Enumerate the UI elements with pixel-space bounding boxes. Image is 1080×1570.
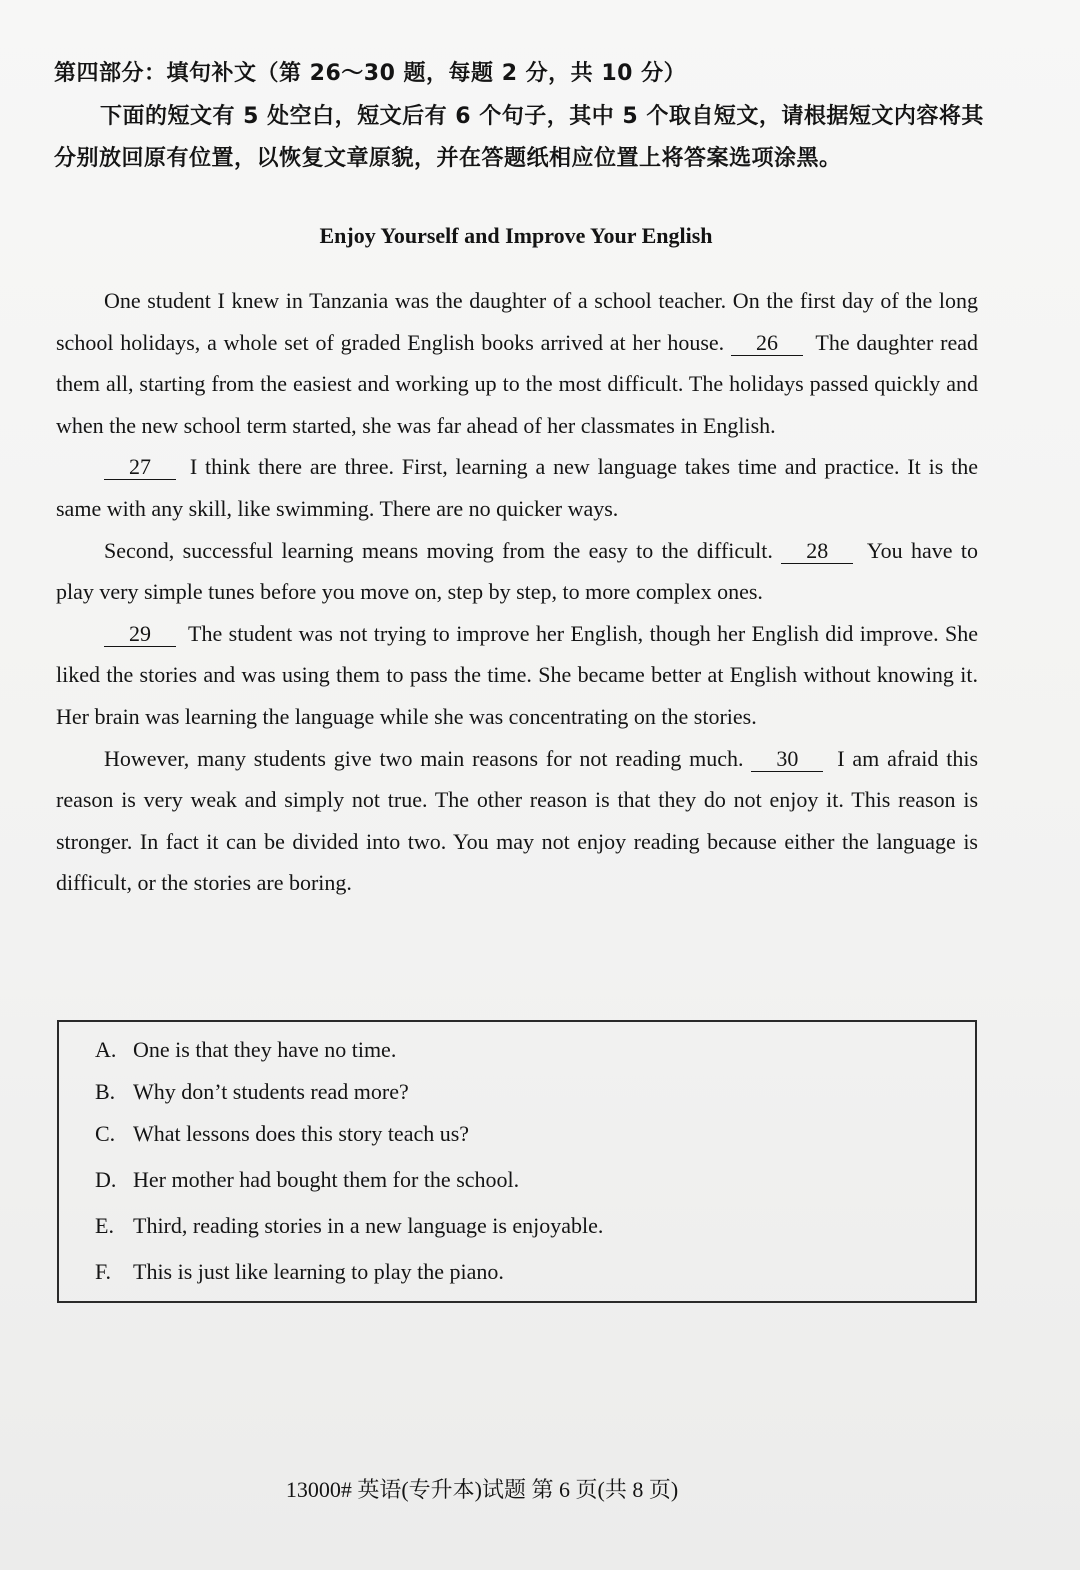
option-letter: C. [95,1121,116,1146]
option-text: Third, reading stories in a new language is enjoyable. [133,1213,604,1238]
blank-27: 27 [104,455,176,480]
paragraph-3-text-b: You have to play very simple tunes before you move on, step by step, to more complex ones. [56,537,979,605]
blank-30: 30 [751,747,823,772]
option-c [95,1121,469,1147]
option-e [95,1213,603,1239]
paragraph-1-text-a: One student I knew in Tanzania was the daughter of a school teacher. On the first day of the long school holidays, a whole set of graded English books arrived at her house. [56,288,978,355]
paragraph-5-text-b: I am afraid this reason is very weak and simply not true. The other reason is that they do not enjoy it. This reason is stronger. In fact it can be divided into two. You may not enjoy reading because either the language is difficult, or the stories are boring. [56,745,979,896]
option-text: Her mother had bought them for the school. [133,1167,520,1192]
paragraph-3-text-a: Second, successful learning means moving from the easy to the difficult. [104,537,773,563]
blank-28: 28 [781,539,853,564]
paragraph-4-text: The student was not trying to improve her English, though her English did improve. She liked the stories and was using them to pass the time. She became better at English without knowing it. Her brain was learning the language while she was concentrating on the stories. [56,620,978,729]
option-letter: D. [95,1167,117,1192]
option-text: This is just like learning to play the piano. [133,1259,504,1284]
option-letter: E. [95,1213,114,1238]
page-footer: 13000# 英语(专升本)试题 第 6 页(共 8 页) [285,1477,679,1502]
option-text: Why don’t students read more? [133,1079,409,1104]
paragraph-5 [56,738,978,904]
paragraph-4 [56,613,978,738]
option-letter: A. [95,1037,117,1062]
paragraph-5-text-a: However, many students give two main reasons for not reading much. [104,745,744,771]
section-heading: 第四部分：填句补文（第 26～30 题，每题 2 分，共 10 分） [54,61,687,86]
blank-26: 26 [731,331,803,356]
passage-title: Enjoy Yourself and Improve Your English [319,223,713,248]
option-text: What lessons does this story teach us? [133,1121,470,1146]
option-f [95,1259,504,1285]
option-letter: F. [95,1259,111,1284]
paragraph-3 [56,530,978,613]
paragraph-2 [56,446,978,529]
paragraph-1-text-b: The daughter read them all, starting from the easiest and working up to the most difficult. The holidays passed quickly and when the new school term started, she was far ahead of her classmates in English. [56,329,979,438]
option-a [95,1037,396,1063]
option-b [95,1079,409,1105]
options-box [57,1020,977,1303]
option-text: One is that they have no time. [133,1037,397,1062]
passage-body [56,280,978,904]
paragraph-2-text: I think there are three. First, learning a new language takes time and practice. It is the same with any skill, like swimming. There are no quicker ways. [56,454,979,521]
option-d [95,1167,519,1193]
paragraph-1 [56,280,978,446]
blank-29: 29 [104,622,176,647]
instructions: 下面的短文有 5 处空白，短文后有 6 个句子，其中 5 个取自短文，请根据短文内容将其分别放回原有位置，以恢复文章原貌，并在答题纸相应位置上将答案选项涂黑。 [54,104,984,171]
option-letter: B. [95,1079,116,1104]
